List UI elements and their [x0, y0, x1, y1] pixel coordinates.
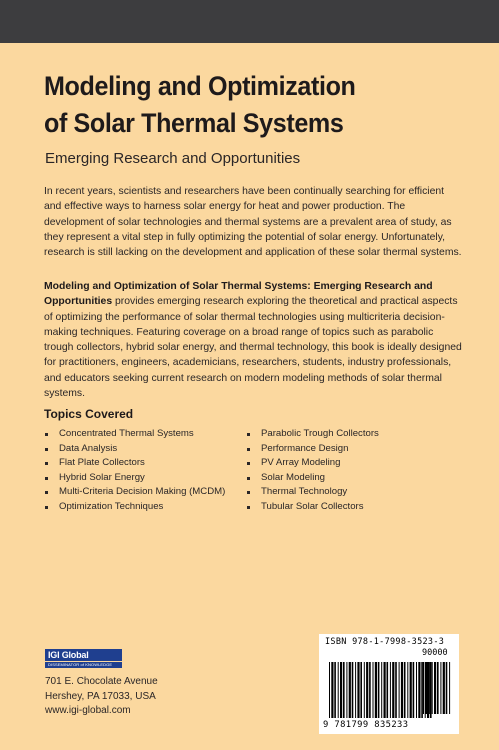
barcode-bar	[381, 662, 382, 718]
barcode-bar	[346, 662, 347, 718]
barcode-bar	[416, 662, 417, 718]
addon-bars	[423, 662, 450, 714]
barcode-bar	[407, 662, 408, 718]
barcode-bar	[360, 662, 362, 718]
description-paragraph-1: In recent years, scientists and researchers have been continually searching for efficient and effective ways to harness solar energy for heat and power production. The development of solar technologies and thermal systems are a prevalent area of study, as they represent a vital step in fully optimizing the potential of solar energy. Unfortunately, research is still lacking on the development and application of these solar thermal systems.	[44, 186, 462, 259]
barcode-bar	[384, 662, 386, 718]
barcode-bar	[338, 662, 339, 718]
barcode-bars	[319, 634, 459, 734]
publisher-address	[45, 675, 158, 719]
logo-tagline: DISSEMINATOR of KNOWLEDGE	[45, 662, 122, 668]
title-line-2: of Solar Thermal Systems	[44, 108, 344, 138]
topics-list-left	[44, 427, 225, 515]
barcode-bar	[387, 662, 389, 718]
barcode-bar	[369, 662, 371, 718]
top-bar	[0, 0, 499, 43]
barcode-bar	[375, 662, 377, 718]
barcode-bar	[425, 662, 427, 714]
topic-item: Concentrated Thermal Systems	[44, 427, 225, 442]
isbn-label: ISBN 978-1-7998-3523-3	[325, 637, 445, 647]
igi-global-logo	[45, 649, 122, 668]
barcode-bar	[343, 662, 345, 718]
topics-heading: Topics Covered	[44, 407, 134, 421]
topic-item: Multi-Criteria Decision Making (MCDM)	[44, 485, 225, 500]
ean-bars	[329, 662, 432, 718]
topic-item: Data Analysis	[44, 442, 225, 457]
topic-item: Tubular Solar Collectors	[246, 500, 379, 515]
paragraph-2-bold-title: Modeling and Optimization of Solar Thermal Systems: Emerging Research and Opportunities	[44, 281, 433, 308]
barcode-bar	[399, 662, 400, 718]
topic-item: Solar Modeling	[246, 471, 379, 486]
barcode-bar	[373, 662, 374, 718]
barcode-bar	[390, 662, 391, 718]
barcode-bar	[428, 662, 430, 714]
barcode-bar	[401, 662, 403, 718]
barcode-bar	[378, 662, 380, 718]
ean-digits: 9 781799 835233	[323, 720, 409, 730]
barcode-bar	[432, 662, 433, 714]
title-line-1: Modeling and Optimization	[44, 71, 356, 101]
barcode-bar	[443, 662, 445, 714]
barcode-bar	[421, 662, 423, 718]
topic-item: Hybrid Solar Energy	[44, 471, 225, 486]
barcode-bar	[355, 662, 356, 718]
barcode-bar	[413, 662, 415, 718]
barcode-bar	[349, 662, 351, 718]
publisher-website: www.igi-global.com	[45, 705, 131, 716]
book-subtitle: Emerging Research and Opportunities	[45, 150, 301, 167]
barcode-bar	[437, 662, 439, 714]
barcode-bar	[357, 662, 359, 718]
barcode-bar	[334, 662, 336, 718]
topics-list-right	[246, 427, 379, 515]
barcode-bar	[418, 662, 420, 718]
barcode-bar	[410, 662, 412, 718]
barcode-bar	[430, 662, 432, 718]
barcode-bar	[440, 662, 441, 714]
barcode-bar	[364, 662, 365, 718]
address-line-2: Hershey, PA 17033, USA	[45, 690, 156, 702]
barcode-bar	[366, 662, 368, 718]
address-line-1: 701 E. Chocolate Avenue	[45, 676, 158, 687]
topic-item: Performance Design	[246, 442, 379, 457]
logo-text: IGI Global	[45, 649, 122, 661]
barcode-bar	[423, 662, 424, 714]
barcode-bar	[449, 662, 450, 714]
topic-item: Optimization Techniques	[44, 500, 225, 515]
barcode-bar	[352, 662, 354, 718]
barcode-bar	[340, 662, 342, 718]
barcode-bar	[329, 662, 330, 718]
barcode-bar	[392, 662, 394, 718]
topic-item: Thermal Technology	[246, 485, 379, 500]
topic-item: PV Array Modeling	[246, 456, 379, 471]
paragraph-2-body: provides emerging research exploring the theoretical and practical aspects of optimizing the performance of solar thermal technologies using multicriteria decision-making techniques. Featuring coverage on a broad range of topics such as parabolic trough collectors, hybrid solar energy, and thermal technology, this book is ideally designed for practitioners, engineers, academicians, researchers, students, industry professionals, and educators seeking current research on modern modeling methods of solar thermal systems.	[44, 296, 462, 400]
barcode-bar	[404, 662, 406, 718]
barcode-box	[319, 634, 459, 734]
price-code: 90000	[422, 648, 448, 658]
barcode-bar	[446, 662, 448, 714]
barcode-bar	[395, 662, 397, 718]
barcode-bar	[434, 662, 436, 714]
topic-item: Flat Plate Collectors	[44, 456, 225, 471]
book-title	[44, 68, 435, 142]
topic-item: Parabolic Trough Collectors	[246, 427, 379, 442]
description-paragraph-2	[44, 279, 462, 401]
barcode-bar	[331, 662, 333, 718]
